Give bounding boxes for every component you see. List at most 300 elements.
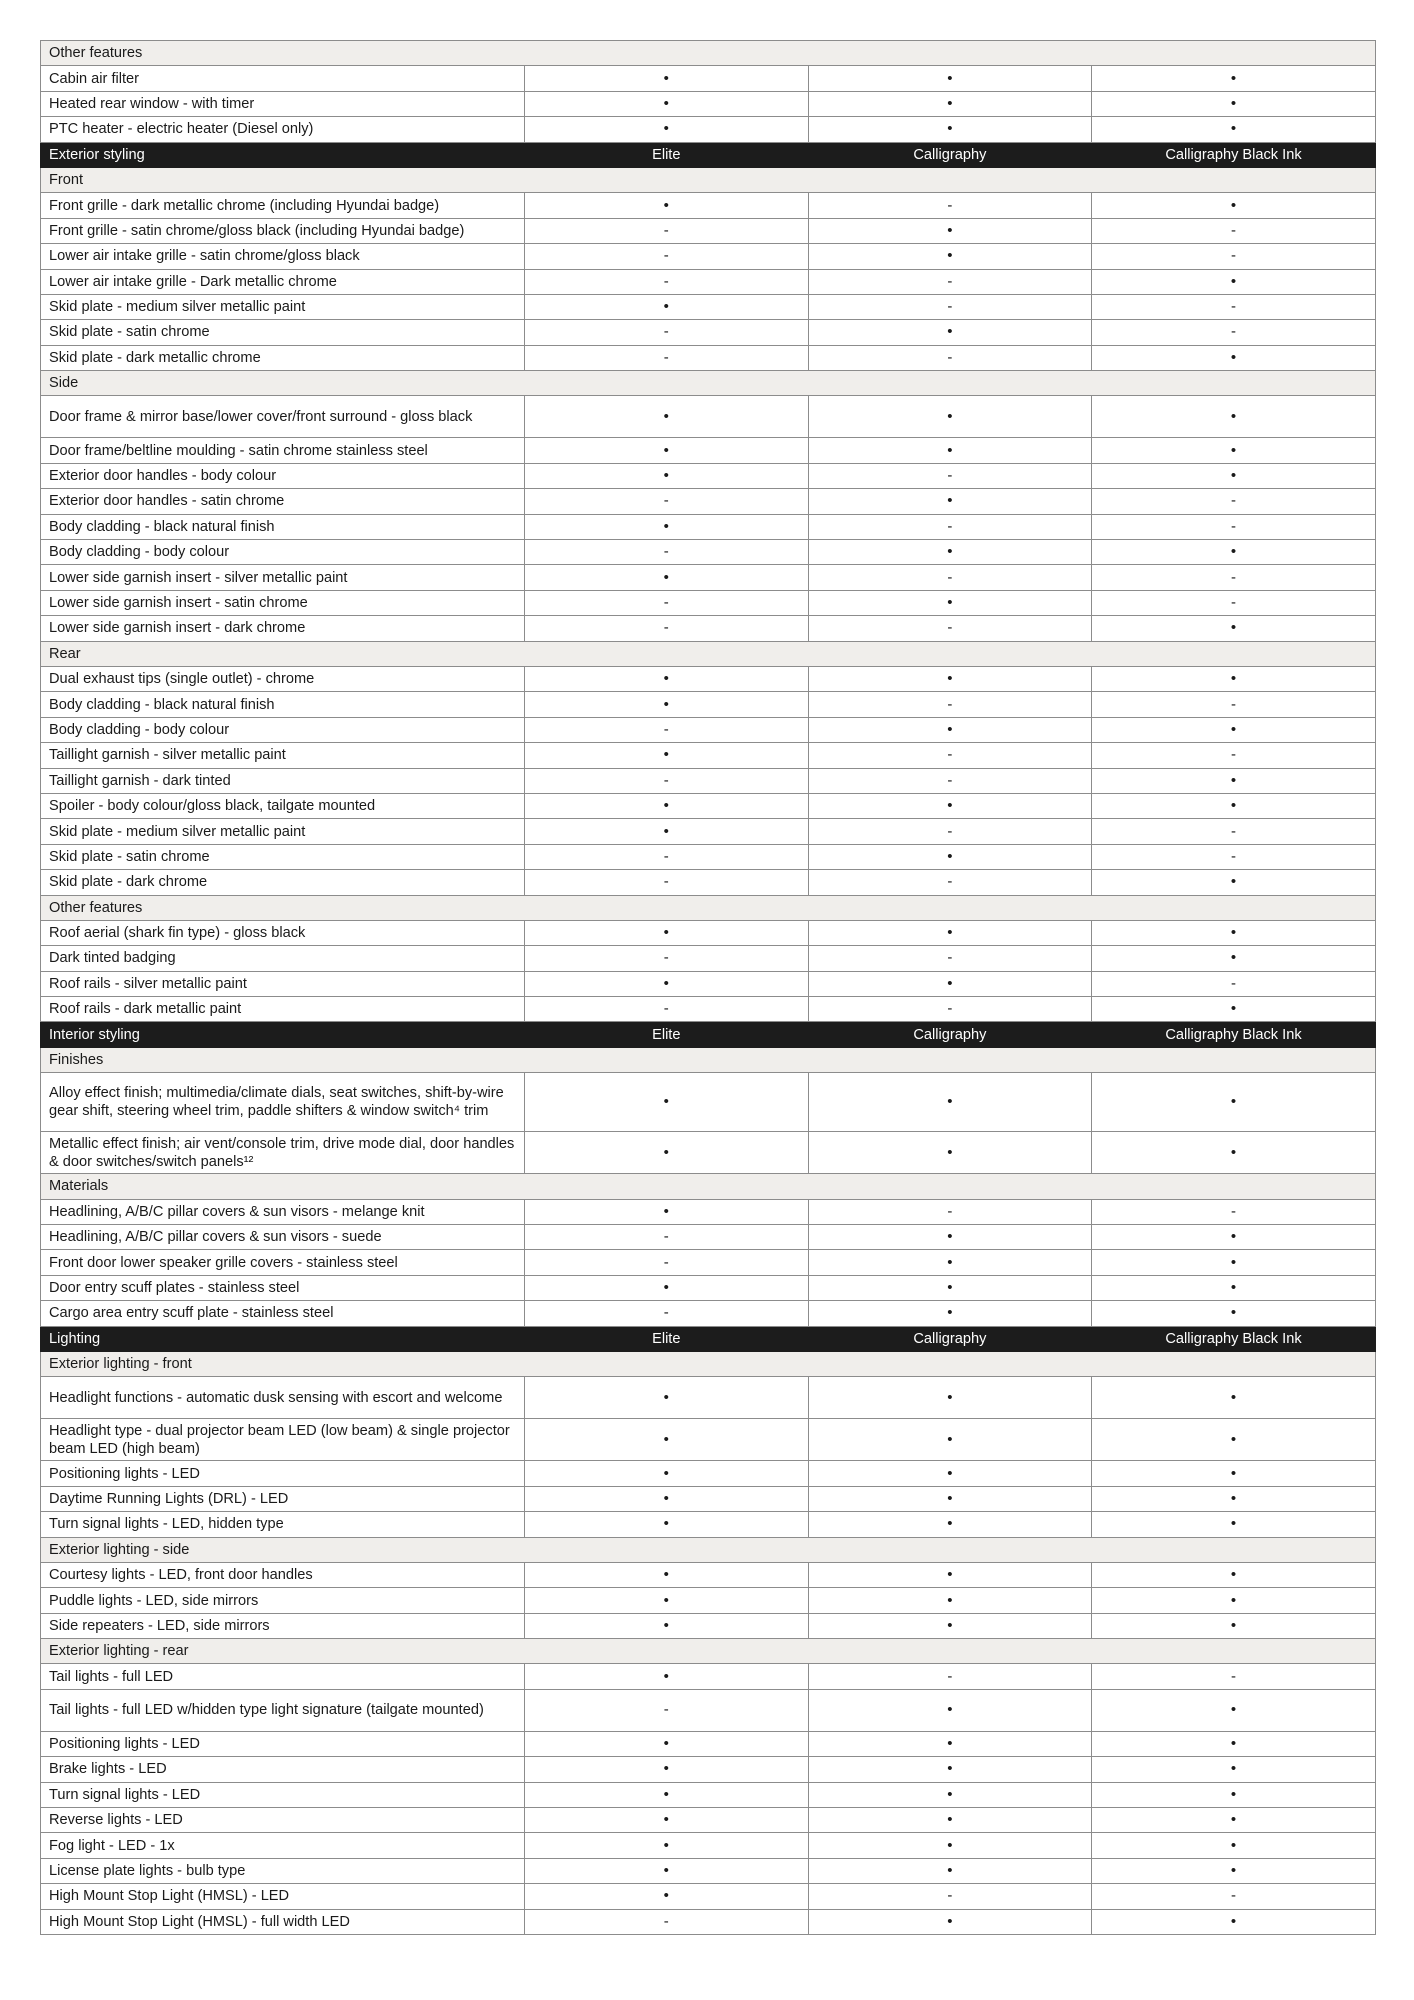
feature-label: Door entry scuff plates - stainless steel xyxy=(41,1275,525,1300)
value-calligraphy-black-ink: - xyxy=(1092,971,1376,996)
value-calligraphy: • xyxy=(808,396,1092,438)
value-elite: • xyxy=(525,514,809,539)
feature-label: Skid plate - dark metallic chrome xyxy=(41,345,525,370)
value-calligraphy: • xyxy=(808,1909,1092,1934)
table-row xyxy=(41,1301,1376,1326)
value-calligraphy: - xyxy=(808,294,1092,319)
feature-label: Roof aerial (shark fin type) - gloss black xyxy=(41,920,525,945)
feature-label: License plate lights - bulb type xyxy=(41,1858,525,1883)
feature-label: Brake lights - LED xyxy=(41,1757,525,1782)
value-calligraphy-black-ink: • xyxy=(1092,1377,1376,1419)
table-row xyxy=(41,1858,1376,1883)
feature-label: Taillight garnish - silver metallic paint xyxy=(41,743,525,768)
feature-label: Lower air intake grille - Dark metallic chrome xyxy=(41,269,525,294)
value-calligraphy: • xyxy=(808,66,1092,91)
value-elite: - xyxy=(525,269,809,294)
value-calligraphy-black-ink: - xyxy=(1092,819,1376,844)
section-header-row xyxy=(41,1326,1376,1351)
feature-label: Body cladding - black natural finish xyxy=(41,514,525,539)
column-header-elite: Elite xyxy=(525,1326,809,1351)
value-elite: • xyxy=(525,1132,809,1174)
feature-label: Positioning lights - LED xyxy=(41,1731,525,1756)
feature-label: Front grille - dark metallic chrome (including Hyundai badge) xyxy=(41,193,525,218)
column-header-calligraphy-black-ink: Calligraphy Black Ink xyxy=(1092,1326,1376,1351)
table-row xyxy=(41,1073,1376,1132)
table-row xyxy=(41,1731,1376,1756)
table-row xyxy=(41,1689,1376,1731)
value-calligraphy-black-ink: • xyxy=(1092,997,1376,1022)
feature-label: Headlining, A/B/C pillar covers & sun visors - melange knit xyxy=(41,1199,525,1224)
table-row xyxy=(41,1275,1376,1300)
value-calligraphy-black-ink: • xyxy=(1092,1225,1376,1250)
value-calligraphy-black-ink: • xyxy=(1092,1731,1376,1756)
value-calligraphy: • xyxy=(808,1301,1092,1326)
table-row xyxy=(41,218,1376,243)
table-row xyxy=(41,946,1376,971)
table-row xyxy=(41,193,1376,218)
value-elite: - xyxy=(525,1250,809,1275)
feature-label: PTC heater - electric heater (Diesel only) xyxy=(41,117,525,142)
value-calligraphy-black-ink: • xyxy=(1092,616,1376,641)
value-elite: - xyxy=(525,717,809,742)
value-calligraphy: - xyxy=(808,1884,1092,1909)
value-elite: - xyxy=(525,1225,809,1250)
value-calligraphy-black-ink: • xyxy=(1092,1275,1376,1300)
subsection-title: Materials xyxy=(41,1174,1376,1199)
value-elite: • xyxy=(525,1461,809,1486)
subsection-row xyxy=(41,1639,1376,1664)
value-elite: • xyxy=(525,1613,809,1638)
value-elite: • xyxy=(525,1419,809,1461)
value-calligraphy-black-ink: • xyxy=(1092,540,1376,565)
subsection-row xyxy=(41,1174,1376,1199)
value-calligraphy-black-ink: - xyxy=(1092,294,1376,319)
value-calligraphy: • xyxy=(808,590,1092,615)
table-row xyxy=(41,971,1376,996)
table-row xyxy=(41,396,1376,438)
feature-label: Dark tinted badging xyxy=(41,946,525,971)
section-header-row xyxy=(41,1022,1376,1047)
value-elite: - xyxy=(525,540,809,565)
subsection-row xyxy=(41,1537,1376,1562)
table-row xyxy=(41,743,1376,768)
value-elite: • xyxy=(525,1512,809,1537)
value-elite: • xyxy=(525,1808,809,1833)
feature-label: Heated rear window - with timer xyxy=(41,91,525,116)
value-calligraphy: • xyxy=(808,920,1092,945)
value-calligraphy: - xyxy=(808,514,1092,539)
table-row xyxy=(41,717,1376,742)
value-calligraphy: • xyxy=(808,793,1092,818)
value-calligraphy-black-ink: • xyxy=(1092,1419,1376,1461)
feature-label: Turn signal lights - LED, hidden type xyxy=(41,1512,525,1537)
value-elite: • xyxy=(525,1073,809,1132)
table-row xyxy=(41,514,1376,539)
value-elite: - xyxy=(525,590,809,615)
table-row xyxy=(41,345,1376,370)
value-calligraphy-black-ink: • xyxy=(1092,1808,1376,1833)
feature-label: Front grille - satin chrome/gloss black (including Hyundai badge) xyxy=(41,218,525,243)
value-elite: • xyxy=(525,1731,809,1756)
value-calligraphy: - xyxy=(808,997,1092,1022)
value-calligraphy: • xyxy=(808,1858,1092,1883)
value-elite: • xyxy=(525,920,809,945)
value-calligraphy: • xyxy=(808,844,1092,869)
table-row xyxy=(41,1562,1376,1587)
feature-label: Cabin air filter xyxy=(41,66,525,91)
value-calligraphy-black-ink: - xyxy=(1092,320,1376,345)
subsection-title: Other features xyxy=(41,41,1376,66)
value-elite: • xyxy=(525,438,809,463)
feature-label: Lower air intake grille - satin chrome/gloss black xyxy=(41,244,525,269)
table-row xyxy=(41,117,1376,142)
value-elite: • xyxy=(525,819,809,844)
value-calligraphy: • xyxy=(808,1562,1092,1587)
feature-label: Fog light - LED - 1x xyxy=(41,1833,525,1858)
table-row xyxy=(41,1808,1376,1833)
value-elite: • xyxy=(525,793,809,818)
value-calligraphy: • xyxy=(808,1731,1092,1756)
value-calligraphy: • xyxy=(808,244,1092,269)
feature-label: Headlining, A/B/C pillar covers & sun visors - suede xyxy=(41,1225,525,1250)
feature-label: Door frame/beltline moulding - satin chrome stainless steel xyxy=(41,438,525,463)
feature-label: Courtesy lights - LED, front door handles xyxy=(41,1562,525,1587)
subsection-row xyxy=(41,1351,1376,1376)
subsection-title: Exterior lighting - front xyxy=(41,1351,1376,1376)
table-row xyxy=(41,1757,1376,1782)
feature-label: Lower side garnish insert - silver metallic paint xyxy=(41,565,525,590)
subsection-row xyxy=(41,371,1376,396)
table-row xyxy=(41,793,1376,818)
table-row xyxy=(41,1199,1376,1224)
value-calligraphy-black-ink: - xyxy=(1092,590,1376,615)
value-elite: • xyxy=(525,193,809,218)
table-row xyxy=(41,1664,1376,1689)
section-title: Interior styling xyxy=(41,1022,525,1047)
value-elite: • xyxy=(525,1757,809,1782)
feature-label: Spoiler - body colour/gloss black, tailgate mounted xyxy=(41,793,525,818)
value-calligraphy-black-ink: • xyxy=(1092,193,1376,218)
value-elite: • xyxy=(525,66,809,91)
value-calligraphy: - xyxy=(808,743,1092,768)
value-calligraphy-black-ink: - xyxy=(1092,692,1376,717)
value-calligraphy-black-ink: • xyxy=(1092,1833,1376,1858)
feature-label: Turn signal lights - LED xyxy=(41,1782,525,1807)
feature-label: Skid plate - satin chrome xyxy=(41,844,525,869)
value-calligraphy: • xyxy=(808,320,1092,345)
subsection-row xyxy=(41,641,1376,666)
feature-label: Positioning lights - LED xyxy=(41,1461,525,1486)
feature-label: Lower side garnish insert - satin chrome xyxy=(41,590,525,615)
value-elite: - xyxy=(525,1909,809,1934)
table-row xyxy=(41,438,1376,463)
value-calligraphy: - xyxy=(808,193,1092,218)
subsection-row xyxy=(41,167,1376,192)
feature-label: Roof rails - silver metallic paint xyxy=(41,971,525,996)
subsection-row xyxy=(41,1047,1376,1072)
feature-label: Cargo area entry scuff plate - stainless steel xyxy=(41,1301,525,1326)
value-calligraphy-black-ink: • xyxy=(1092,946,1376,971)
value-calligraphy-black-ink: • xyxy=(1092,1073,1376,1132)
value-calligraphy: • xyxy=(808,1512,1092,1537)
value-calligraphy-black-ink: • xyxy=(1092,1689,1376,1731)
value-calligraphy: • xyxy=(808,1275,1092,1300)
value-calligraphy: • xyxy=(808,1782,1092,1807)
value-elite: - xyxy=(525,218,809,243)
value-calligraphy: - xyxy=(808,692,1092,717)
value-calligraphy-black-ink: • xyxy=(1092,1250,1376,1275)
feature-label: Skid plate - medium silver metallic paint xyxy=(41,294,525,319)
table-row xyxy=(41,1782,1376,1807)
feature-label: Body cladding - black natural finish xyxy=(41,692,525,717)
feature-label: Alloy effect finish; multimedia/climate dials, seat switches, shift-by-wire gear shift, steering wheel trim, paddle shifters & window switch⁴ trim xyxy=(41,1073,525,1132)
value-calligraphy: • xyxy=(808,540,1092,565)
value-calligraphy-black-ink: • xyxy=(1092,1486,1376,1511)
feature-label: Reverse lights - LED xyxy=(41,1808,525,1833)
value-calligraphy-black-ink: • xyxy=(1092,717,1376,742)
value-calligraphy: - xyxy=(808,1664,1092,1689)
value-calligraphy: • xyxy=(808,1132,1092,1174)
value-calligraphy-black-ink: • xyxy=(1092,1132,1376,1174)
column-header-elite: Elite xyxy=(525,142,809,167)
value-calligraphy: • xyxy=(808,1377,1092,1419)
feature-label: Lower side garnish insert - dark chrome xyxy=(41,616,525,641)
value-calligraphy: • xyxy=(808,1073,1092,1132)
table-row xyxy=(41,1486,1376,1511)
value-calligraphy: • xyxy=(808,666,1092,691)
section-header-row xyxy=(41,142,1376,167)
feature-label: Skid plate - satin chrome xyxy=(41,320,525,345)
feature-label: Side repeaters - LED, side mirrors xyxy=(41,1613,525,1638)
column-header-calligraphy-black-ink: Calligraphy Black Ink xyxy=(1092,142,1376,167)
value-elite: • xyxy=(525,1782,809,1807)
value-elite: - xyxy=(525,320,809,345)
section-title: Lighting xyxy=(41,1326,525,1351)
value-elite: - xyxy=(525,946,809,971)
value-calligraphy-black-ink: • xyxy=(1092,1782,1376,1807)
value-calligraphy: • xyxy=(808,91,1092,116)
value-elite: - xyxy=(525,1301,809,1326)
value-elite: • xyxy=(525,1833,809,1858)
value-elite: • xyxy=(525,692,809,717)
subsection-title: Side xyxy=(41,371,1376,396)
value-calligraphy: - xyxy=(808,565,1092,590)
value-elite: - xyxy=(525,345,809,370)
value-elite: • xyxy=(525,294,809,319)
value-elite: - xyxy=(525,244,809,269)
value-calligraphy: • xyxy=(808,971,1092,996)
value-elite: - xyxy=(525,616,809,641)
value-calligraphy-black-ink: • xyxy=(1092,396,1376,438)
value-calligraphy: - xyxy=(808,1199,1092,1224)
feature-label: Exterior door handles - body colour xyxy=(41,463,525,488)
value-elite: • xyxy=(525,743,809,768)
table-row xyxy=(41,768,1376,793)
table-row xyxy=(41,66,1376,91)
value-calligraphy: • xyxy=(808,1757,1092,1782)
value-calligraphy-black-ink: - xyxy=(1092,244,1376,269)
value-elite: • xyxy=(525,1199,809,1224)
table-row xyxy=(41,463,1376,488)
value-calligraphy: • xyxy=(808,1613,1092,1638)
value-calligraphy: - xyxy=(808,269,1092,294)
value-calligraphy: • xyxy=(808,117,1092,142)
feature-label: Daytime Running Lights (DRL) - LED xyxy=(41,1486,525,1511)
value-calligraphy: • xyxy=(808,1250,1092,1275)
value-calligraphy-black-ink: - xyxy=(1092,1664,1376,1689)
subsection-row xyxy=(41,895,1376,920)
value-elite: • xyxy=(525,666,809,691)
table-row xyxy=(41,294,1376,319)
value-calligraphy-black-ink: - xyxy=(1092,489,1376,514)
value-elite: - xyxy=(525,768,809,793)
subsection-title: Exterior lighting - side xyxy=(41,1537,1376,1562)
table-row xyxy=(41,1225,1376,1250)
table-row xyxy=(41,1833,1376,1858)
table-row xyxy=(41,666,1376,691)
subsection-title: Finishes xyxy=(41,1047,1376,1072)
column-header-calligraphy: Calligraphy xyxy=(808,142,1092,167)
value-calligraphy-black-ink: • xyxy=(1092,438,1376,463)
value-calligraphy: - xyxy=(808,616,1092,641)
value-calligraphy: - xyxy=(808,946,1092,971)
value-elite: • xyxy=(525,1664,809,1689)
value-calligraphy: • xyxy=(808,489,1092,514)
value-elite: • xyxy=(525,1275,809,1300)
feature-label: Taillight garnish - dark tinted xyxy=(41,768,525,793)
subsection-title: Front xyxy=(41,167,1376,192)
value-calligraphy-black-ink: • xyxy=(1092,666,1376,691)
value-calligraphy-black-ink: - xyxy=(1092,844,1376,869)
table-row xyxy=(41,540,1376,565)
subsection-title: Rear xyxy=(41,641,1376,666)
column-header-calligraphy-black-ink: Calligraphy Black Ink xyxy=(1092,1022,1376,1047)
value-calligraphy: • xyxy=(808,1419,1092,1461)
value-elite: - xyxy=(525,1689,809,1731)
value-calligraphy: • xyxy=(808,1461,1092,1486)
subsection-title: Other features xyxy=(41,895,1376,920)
table-row xyxy=(41,489,1376,514)
value-calligraphy-black-ink: - xyxy=(1092,218,1376,243)
spec-table-body xyxy=(41,41,1376,1935)
value-elite: • xyxy=(525,1377,809,1419)
value-calligraphy-black-ink: - xyxy=(1092,1884,1376,1909)
value-elite: - xyxy=(525,489,809,514)
value-calligraphy: • xyxy=(808,218,1092,243)
table-row xyxy=(41,1461,1376,1486)
table-row xyxy=(41,997,1376,1022)
table-row xyxy=(41,920,1376,945)
value-calligraphy-black-ink: • xyxy=(1092,1588,1376,1613)
value-elite: - xyxy=(525,870,809,895)
value-calligraphy-black-ink: • xyxy=(1092,870,1376,895)
section-title: Exterior styling xyxy=(41,142,525,167)
value-calligraphy-black-ink: • xyxy=(1092,1613,1376,1638)
table-row xyxy=(41,590,1376,615)
feature-label: High Mount Stop Light (HMSL) - LED xyxy=(41,1884,525,1909)
table-row xyxy=(41,844,1376,869)
value-calligraphy-black-ink: • xyxy=(1092,117,1376,142)
spec-table xyxy=(40,40,1376,1935)
feature-label: Body cladding - body colour xyxy=(41,540,525,565)
value-calligraphy: • xyxy=(808,717,1092,742)
value-elite: • xyxy=(525,565,809,590)
subsection-title: Exterior lighting - rear xyxy=(41,1639,1376,1664)
feature-label: Skid plate - medium silver metallic paint xyxy=(41,819,525,844)
value-calligraphy-black-ink: • xyxy=(1092,1757,1376,1782)
table-row xyxy=(41,1884,1376,1909)
feature-label: Door frame & mirror base/lower cover/front surround - gloss black xyxy=(41,396,525,438)
value-calligraphy: • xyxy=(808,1588,1092,1613)
table-row xyxy=(41,1419,1376,1461)
value-elite: • xyxy=(525,91,809,116)
value-calligraphy-black-ink: • xyxy=(1092,345,1376,370)
value-calligraphy-black-ink: • xyxy=(1092,920,1376,945)
value-calligraphy-black-ink: • xyxy=(1092,269,1376,294)
feature-label: Headlight type - dual projector beam LED (low beam) & single projector beam LED (high beam) xyxy=(41,1419,525,1461)
table-row xyxy=(41,819,1376,844)
value-calligraphy-black-ink: • xyxy=(1092,1512,1376,1537)
value-elite: • xyxy=(525,1486,809,1511)
value-calligraphy-black-ink: • xyxy=(1092,463,1376,488)
value-elite: • xyxy=(525,1588,809,1613)
value-calligraphy-black-ink: • xyxy=(1092,1909,1376,1934)
table-row xyxy=(41,1909,1376,1934)
feature-label: Dual exhaust tips (single outlet) - chrome xyxy=(41,666,525,691)
table-row xyxy=(41,244,1376,269)
table-row xyxy=(41,269,1376,294)
column-header-calligraphy: Calligraphy xyxy=(808,1326,1092,1351)
value-calligraphy-black-ink: - xyxy=(1092,565,1376,590)
value-elite: • xyxy=(525,1858,809,1883)
feature-label: Skid plate - dark chrome xyxy=(41,870,525,895)
value-elite: • xyxy=(525,1562,809,1587)
feature-label: Tail lights - full LED xyxy=(41,1664,525,1689)
table-row xyxy=(41,1377,1376,1419)
feature-label: Headlight functions - automatic dusk sensing with escort and welcome xyxy=(41,1377,525,1419)
value-calligraphy-black-ink: • xyxy=(1092,66,1376,91)
subsection-row xyxy=(41,41,1376,66)
value-calligraphy-black-ink: • xyxy=(1092,91,1376,116)
table-row xyxy=(41,1250,1376,1275)
table-row xyxy=(41,565,1376,590)
feature-label: Roof rails - dark metallic paint xyxy=(41,997,525,1022)
value-calligraphy: - xyxy=(808,345,1092,370)
value-calligraphy-black-ink: - xyxy=(1092,743,1376,768)
feature-label: Body cladding - body colour xyxy=(41,717,525,742)
value-elite: • xyxy=(525,117,809,142)
table-row xyxy=(41,91,1376,116)
value-calligraphy: - xyxy=(808,463,1092,488)
value-elite: • xyxy=(525,1884,809,1909)
value-calligraphy: • xyxy=(808,1486,1092,1511)
value-calligraphy: - xyxy=(808,768,1092,793)
value-calligraphy: - xyxy=(808,819,1092,844)
feature-label: Tail lights - full LED w/hidden type light signature (tailgate mounted) xyxy=(41,1689,525,1731)
table-row xyxy=(41,320,1376,345)
feature-label: Metallic effect finish; air vent/console trim, drive mode dial, door handles & door switches/switch panels¹² xyxy=(41,1132,525,1174)
value-elite: - xyxy=(525,997,809,1022)
table-row xyxy=(41,870,1376,895)
value-calligraphy: • xyxy=(808,438,1092,463)
feature-label: Front door lower speaker grille covers - stainless steel xyxy=(41,1250,525,1275)
value-calligraphy-black-ink: - xyxy=(1092,514,1376,539)
value-calligraphy-black-ink: • xyxy=(1092,1562,1376,1587)
value-calligraphy-black-ink: • xyxy=(1092,1858,1376,1883)
value-calligraphy: • xyxy=(808,1225,1092,1250)
value-elite: - xyxy=(525,844,809,869)
column-header-calligraphy: Calligraphy xyxy=(808,1022,1092,1047)
